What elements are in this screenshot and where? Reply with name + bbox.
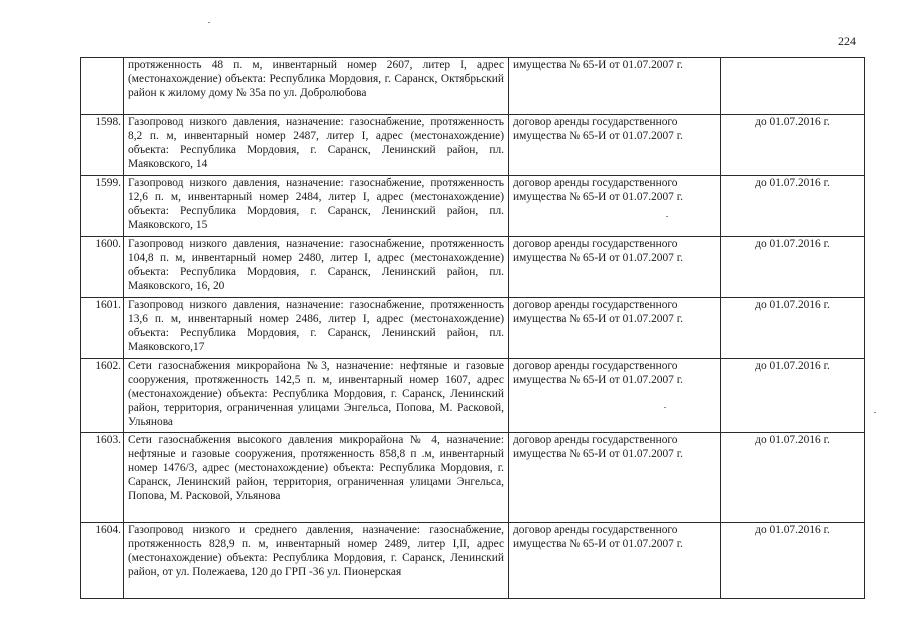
row-number: 1603. (81, 433, 124, 523)
lease-term (721, 58, 865, 115)
table-row (81, 115, 865, 176)
row-number: 1602. (81, 359, 124, 433)
table-row (81, 523, 865, 599)
lease-basis: договор аренды государственного имущества № 65-И от 01.07.2007 г. (509, 237, 721, 298)
lease-term: до 01.07.2016 г. (721, 523, 865, 599)
lease-basis: договор аренды государственного имущества № 65-И от 01.07.2007 г. (509, 359, 721, 433)
lease-term: до 01.07.2016 г. (721, 359, 865, 433)
object-description: Газопровод низкого давления, назначение: газоснабжение, протяженность 8,2 п. м, инвентарный номер 2487, литер I, адрес (местонахождение) объекта: Республика Мордовия, г. Саранск, Ленинский район, пл. Маяковского, 14 (124, 115, 509, 176)
row-number (81, 58, 124, 115)
object-description: Сети газоснабжения высокого давления микрорайона № 4, назначение: нефтяные и газовые сооружения, протяженность 858,8 п .м, инвентарный номер 1476/3, адрес (местонахождение) объекта: Республика Мордовия, г. Саранск, Ленинский район, территория, ограниченная улицами Энгельса, Попова, М. Расковой, Ульянова (124, 433, 509, 523)
lease-term: до 01.07.2016 г. (721, 237, 865, 298)
lease-term: до 01.07.2016 г. (721, 298, 865, 359)
table-row (81, 433, 865, 523)
table-row (81, 359, 865, 433)
row-number: 1600. (81, 237, 124, 298)
lease-term: до 01.07.2016 г. (721, 176, 865, 237)
property-registry-table (80, 57, 865, 599)
table-row (81, 58, 865, 115)
row-number: 1598. (81, 115, 124, 176)
row-number: 1601. (81, 298, 124, 359)
object-description: Газопровод низкого и среднего давления, назначение: газоснабжение, протяженность 828,9 п. м, инвентарный номер 2489, литер I,II, адрес (местонахождение) объекта: Республика Мордовия, г. Саранск, Ленинский район, от ул. Полежаева, 120 до ГРП -36 ул. Пионерская (124, 523, 509, 599)
object-description: Газопровод низкого давления, назначение: газоснабжение, протяженность 104,8 п. м, инвентарный номер 2480, литер I, адрес (местонахождение) объекта: Республика Мордовия, г. Саранск, Ленинский район, пл. Маяковского, 16, 20 (124, 237, 509, 298)
lease-term: до 01.07.2016 г. (721, 115, 865, 176)
scan-speck (208, 22, 210, 23)
object-description: Газопровод низкого давления, назначение: газоснабжение, протяженность 12,6 п. м, инвентарный номер 2484, литер I, адрес (местонахождение) объекта: Республика Мордовия, г. Саранск, Ленинский район, пл. Маяковского, 15 (124, 176, 509, 237)
object-description: Газопровод низкого давления, назначение: газоснабжение, протяженность 13,6 п. м, инвентарный номер 2486, литер I, адрес (местонахождение) объекта: Республика Мордовия, г. Саранск, Ленинский район, пл. Маяковского,17 (124, 298, 509, 359)
object-description: протяженность 48 п. м, инвентарный номер 2607, литер I, адрес (местонахождение) объекта: Республика Мордовия, г. Саранск, Октябрьский район к жилому дому № 35а по ул. Добролюбова (124, 58, 509, 115)
table-row (81, 298, 865, 359)
lease-basis: имущества № 65-И от 01.07.2007 г. (509, 58, 721, 115)
scan-speck (664, 407, 666, 408)
lease-basis: договор аренды государственного имущества № 65-И от 01.07.2007 г. (509, 115, 721, 176)
page-number: 224 (838, 34, 856, 48)
lease-basis: договор аренды государственного имущества № 65-И от 01.07.2007 г. (509, 176, 721, 237)
scan-speck (666, 216, 668, 217)
lease-basis: договор аренды государственного имущества № 65-И от 01.07.2007 г. (509, 298, 721, 359)
table-row (81, 176, 865, 237)
lease-basis: договор аренды государственного имущества № 65-И от 01.07.2007 г. (509, 433, 721, 523)
lease-basis: договор аренды государственного имущества № 65-И от 01.07.2007 г. (509, 523, 721, 599)
lease-term: до 01.07.2016 г. (721, 433, 865, 523)
table-row (81, 237, 865, 298)
scan-speck (874, 412, 876, 413)
row-number: 1604. (81, 523, 124, 599)
row-number: 1599. (81, 176, 124, 237)
object-description: Сети газоснабжения микрорайона №3, назначение: нефтяные и газовые сооружения, протяженность 142,5 п. м, инвентарный номер 1607, адрес (местонахождение) объекта: Республика Мордовия, г. Саранск, Ленинский район, территория, ограниченная улицами Энгельса, Попова, М. Расковой, Ульянова (124, 359, 509, 433)
